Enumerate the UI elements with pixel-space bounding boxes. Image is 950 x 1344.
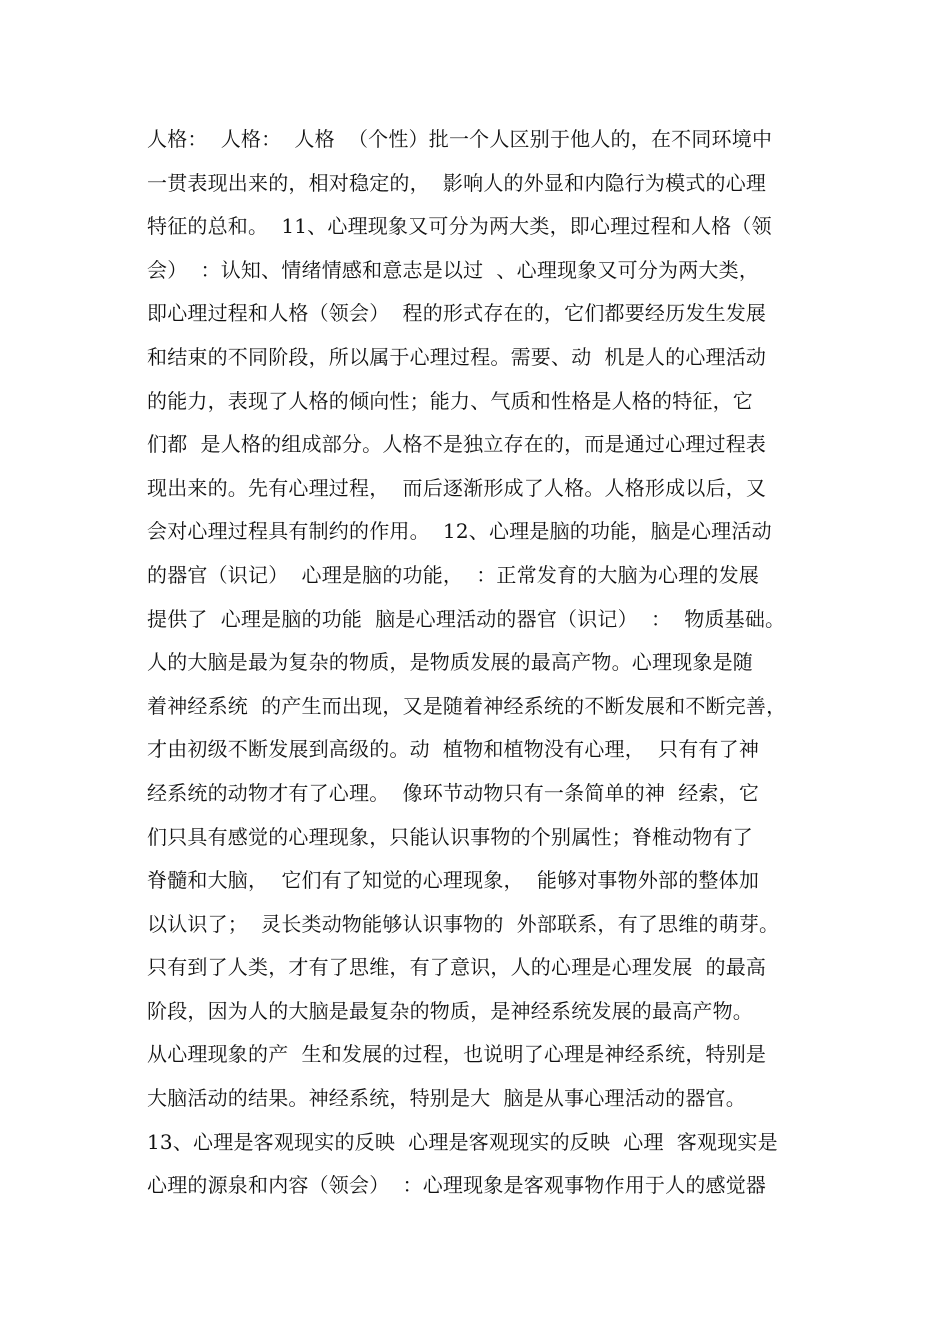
text-line: 大脑活动的结果。神经系统，特别是大 脑是从事心理活动的器官。 [147, 1086, 746, 1111]
text-line: 心理的源泉和内容（领会） ：心理现象是客观事物作用于人的感觉器 [147, 1173, 767, 1198]
text-line: 人的大脑是最为复杂的物质，是物质发展的最高产物。心理现象是随 [147, 650, 753, 675]
text-line: 们都 是人格的组成部分。人格不是独立存在的，而是通过心理过程表 [147, 432, 767, 457]
text-line: 提供了 心理是脑的功能 脑是心理活动的器官（识记） ： 物质基础。 [147, 606, 786, 631]
text-line: 经系统的动物才有了心理。 像环节动物只有一条简单的神 经索，它 [147, 780, 760, 805]
text-line: 即心理过程和人格（领会） 程的形式存在的，它们都要经历发生发展 [147, 301, 767, 326]
text-line: 才由初级不断发展到高级的。动 植物和植物没有心理， 只有有了神 [147, 737, 760, 762]
document-body [147, 124, 827, 1214]
text-line: 和结束的不同阶段，所以属于心理过程。需要、动 机是人的心理活动 [147, 344, 767, 369]
text-line: 的能力，表现了人格的倾向性；能力、气质和性格是人格的特征，它 [147, 388, 753, 413]
text-line: 只有到了人类，才有了思维，有了意识，人的心理是心理发展 的最高 [147, 955, 767, 980]
text-line: 的器官（识记） 心理是脑的功能， ：正常发育的大脑为心理的发展 [147, 562, 760, 587]
text-line: 会） ：认知、情绪情感和意志是以过 、心理现象又可分为两大类， [147, 257, 760, 282]
text-line: 一贯表现出来的，相对稳定的， 影响人的外显和内隐行为模式的心理 [147, 170, 767, 195]
text-line: 们只具有感觉的心理现象，只能认识事物的个别属性；脊椎动物有了 [147, 824, 753, 849]
text-line: 现出来的。先有心理过程， 而后逐渐形成了人格。人格形成以后，又 [147, 475, 767, 500]
text-line: 人格： 人格： 人格 （个性）批一个人区别于他人的，在不同环境中 [147, 127, 773, 151]
text-line: 以认识了； 灵长类动物能够认识事物的 外部联系，有了思维的萌芽。 [147, 911, 780, 936]
text-line: 阶段，因为人的大脑是最复杂的物质，是神经系统发展的最高产物。 [147, 998, 753, 1023]
text-line: 13、心理是客观现实的反映 心理是客观现实的反映 心理 客观现实是 [147, 1129, 778, 1154]
text-line: 会对心理过程具有制约的作用。 12、心理是脑的功能，脑是心理活动 [147, 519, 772, 544]
text-line: 着神经系统 的产生而出现，又是随着神经系统的不断发展和不断完善， [147, 693, 787, 718]
text-line: 从心理现象的产 生和发展的过程，也说明了心理是神经系统，特别是 [147, 1042, 767, 1067]
text-line: 特征的总和。 11、心理现象又可分为两大类，即心理过程和人格（领 [147, 214, 772, 239]
text-line: 脊髓和大脑， 它们有了知觉的心理现象， 能够对事物外部的整体加 [147, 868, 760, 893]
